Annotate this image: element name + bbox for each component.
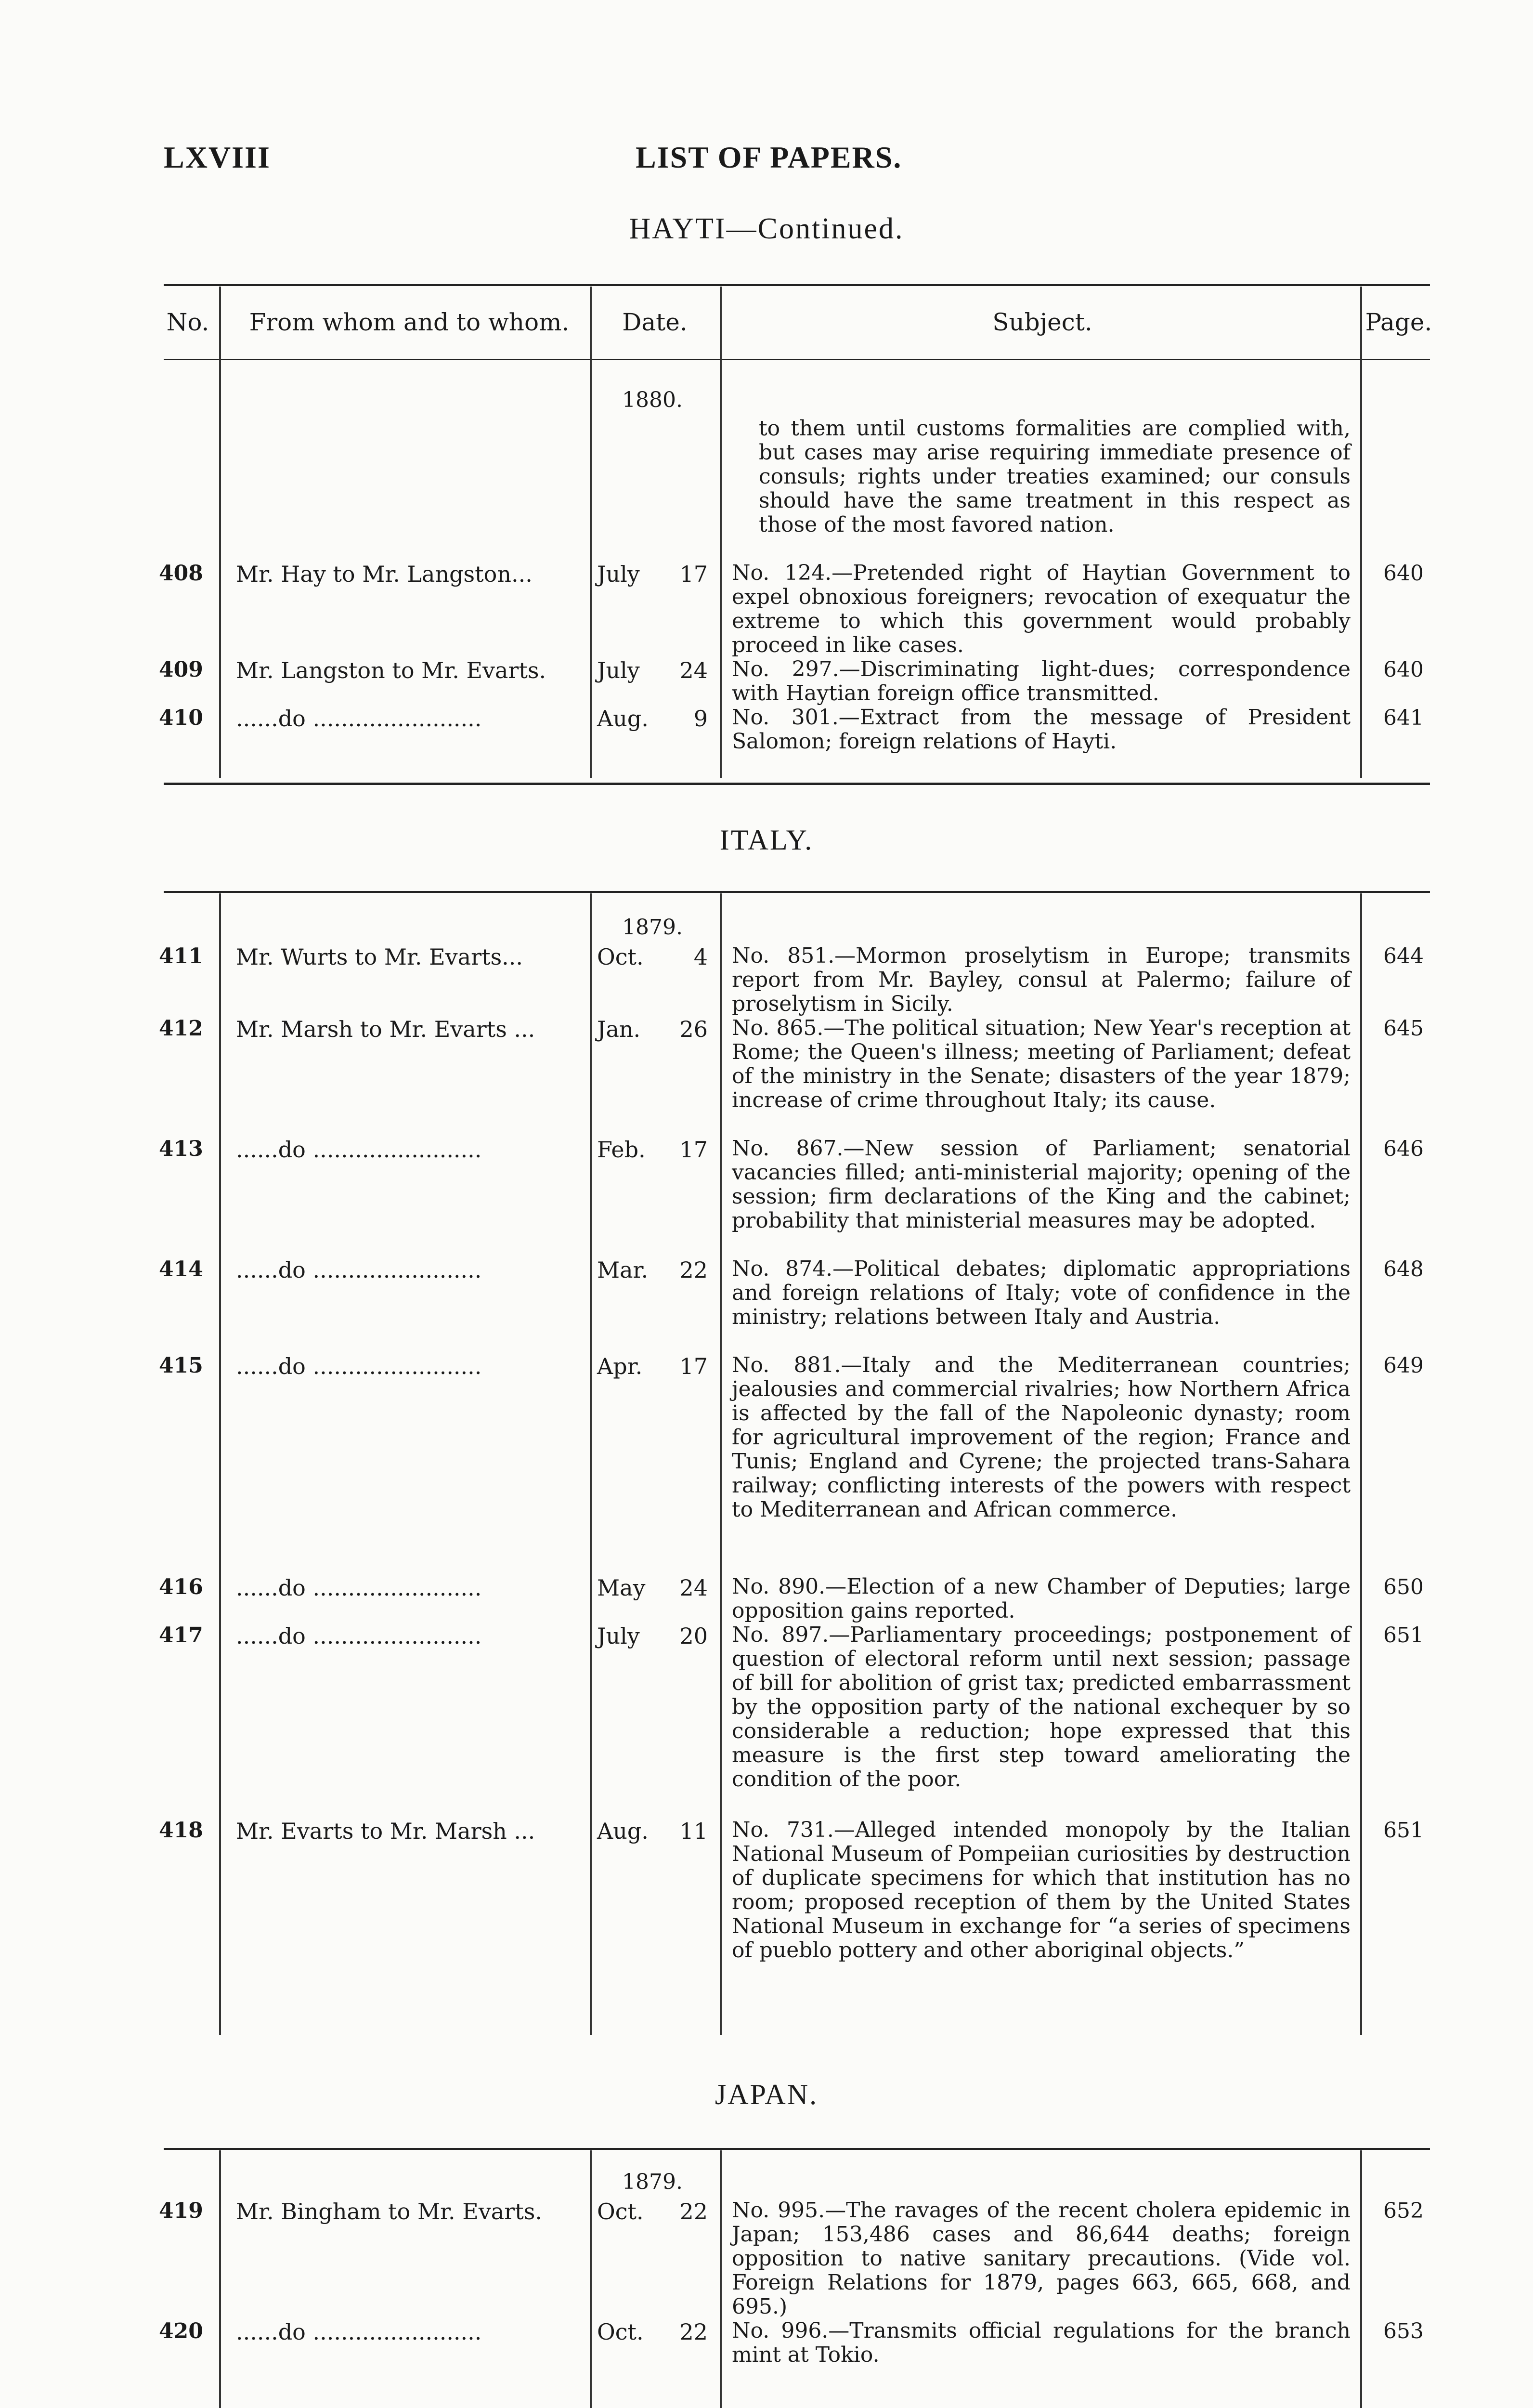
entry-number: 416 <box>159 1575 203 1599</box>
entry-number: 413 <box>159 1137 203 1161</box>
correspondents: Mr. Hay to Mr. Langston... <box>236 561 533 587</box>
column-divider <box>1360 287 1362 778</box>
entry-number: 408 <box>159 561 203 586</box>
column-divider <box>720 2150 722 2408</box>
page-number-roman: LXVIII <box>164 140 271 174</box>
entry-page: 649 <box>1383 1353 1424 1378</box>
column-header-from: From whom and to whom. <box>249 308 570 336</box>
section-title-hayti: HAYTI—Continued. <box>629 212 904 245</box>
entry-subject: No. 867.—New session of Parliament; senatorial vacancies filled; anti-ministerial majority; opening of the session; firm declarations of the King and the cabinet; probability that ministerial measures may be adopted. <box>732 1136 1351 1233</box>
correspondents: Mr. Wurts to Mr. Evarts... <box>236 944 523 970</box>
entry-subject: No. 731.—Alleged intended monopoly by the Italian National Museum of Pompeiian curiosities by destruction of duplicate specimens for which that institution has no room; proposed reception of them by the United States National Museum in exchange for “a series of specimens of pueblo pottery and other aboriginal objects.” <box>732 1818 1351 1963</box>
correspondents: ......do ........................ <box>236 1257 482 1283</box>
correspondents: Mr. Bingham to Mr. Evarts. <box>236 2199 542 2225</box>
correspondents: ......do ........................ <box>236 1137 482 1163</box>
correspondents: ......do ........................ <box>236 1353 482 1379</box>
correspondents: Mr. Langston to Mr. Evarts. <box>236 657 546 683</box>
entry-page: 640 <box>1383 561 1424 586</box>
entry-date: Aug. 9 <box>597 706 708 732</box>
entry-date: Oct. 22 <box>597 2199 708 2225</box>
entry-number: 420 <box>159 2319 203 2343</box>
correspondents: Mr. Evarts to Mr. Marsh ... <box>236 1818 535 1844</box>
column-divider <box>219 893 221 2035</box>
entry-page: 650 <box>1383 1575 1424 1599</box>
entry-number: 415 <box>159 1353 203 1378</box>
entry-date: Oct. 22 <box>597 2319 708 2345</box>
entry-date: July 20 <box>597 1623 708 1649</box>
entry-date: Feb. 17 <box>597 1137 708 1163</box>
entry-date: Jan. 26 <box>597 1016 708 1042</box>
column-header-subject: Subject. <box>992 308 1092 336</box>
entry-number: 414 <box>159 1257 203 1282</box>
entry-subject: No. 881.—Italy and the Mediterranean countries; jealousies and commercial rivalries; how Northern Africa is affected by the fall of the Napoleonic dynasty; room for agricultural improvement of the region; France and Tunis; England and Cyrene; the projected trans-Sahara railway; conflicting interests of the powers with respect to Mediterranean and African commerce. <box>732 1353 1351 1522</box>
year-label: 1880. <box>622 388 683 412</box>
header-bottom-rule <box>164 359 1430 360</box>
correspondents: ......do ........................ <box>236 706 482 732</box>
year-label: 1879. <box>622 915 683 940</box>
column-header-no: No. <box>166 308 209 336</box>
correspondents: ......do ........................ <box>236 1623 482 1649</box>
entry-page: 646 <box>1383 1137 1424 1161</box>
column-divider <box>590 2150 592 2408</box>
table-top-rule <box>164 891 1430 893</box>
entry-subject: No. 851.—Mormon proselytism in Europe; transmits report from Mr. Bayley, consul at Palermo; failure of proselytism in Sicily. <box>732 943 1351 1016</box>
entry-subject: No. 897.—Parliamentary proceedings; postponement of question of electoral reform until next session; passage of bill for abolition of grist tax; predicted embarrassment by the opposition party of the national exchequer by so considerable a reduction; hope expressed that this measure is the first step toward ameliorating the condition of the poor. <box>732 1623 1351 1792</box>
entry-subject: No. 996.—Transmits official regulations for the branch mint at Tokio. <box>732 2318 1351 2367</box>
entry-date: July 24 <box>597 657 708 683</box>
entry-page: 651 <box>1383 1818 1424 1843</box>
entry-number: 418 <box>159 1818 203 1843</box>
entry-number: 419 <box>159 2199 203 2223</box>
entry-page: 653 <box>1383 2319 1424 2343</box>
column-header-page: Page. <box>1365 308 1432 336</box>
column-divider <box>1360 2150 1362 2408</box>
entry-page: 645 <box>1383 1016 1424 1041</box>
table-top-rule <box>164 284 1430 286</box>
entry-date: Mar. 22 <box>597 1257 708 1283</box>
subject-continuation: to them until customs formalities are complied with, but cases may arise requiring immediate presence of consuls; rights under treaties examined; our consuls should have the same treatment in this respect as those of the most favored nation. <box>759 416 1351 537</box>
column-divider <box>590 893 592 2035</box>
entry-number: 411 <box>159 944 203 968</box>
correspondents: Mr. Marsh to Mr. Evarts ... <box>236 1016 535 1042</box>
column-divider <box>1360 893 1362 2035</box>
entry-page: 652 <box>1383 2199 1424 2223</box>
year-label: 1879. <box>622 2170 683 2194</box>
entry-subject: No. 297.—Discriminating light-dues; correspondence with Haytian foreign office transmitted. <box>732 657 1351 706</box>
entry-subject: No. 874.—Political debates; diplomatic appropriations and foreign relations of Italy; vote of confidence in the ministry; relations between Italy and Austria. <box>732 1256 1351 1329</box>
section-title-japan: JAPAN. <box>715 2079 818 2110</box>
column-header-date: Date. <box>622 308 688 336</box>
entry-subject: No. 124.—Pretended right of Haytian Government to expel obnoxious foreigners; revocation of exequatur the extreme to which this government would probably proceed in like cases. <box>732 561 1351 657</box>
table-top-rule <box>164 2148 1430 2150</box>
entry-number: 412 <box>159 1016 203 1041</box>
entry-number: 417 <box>159 1623 203 1648</box>
entry-page: 648 <box>1383 1257 1424 1282</box>
entry-subject: No. 995.—The ravages of the recent cholera epidemic in Japan; 153,486 cases and 86,644 deaths; foreign opposition to native sanitary precautions. (Vide vol. Foreign Relations for 1879, pages 663, 665, 668, and 695.) <box>732 2198 1351 2319</box>
entry-number: 409 <box>159 657 203 682</box>
section-title-italy: ITALY. <box>719 824 814 856</box>
entry-page: 640 <box>1383 657 1424 682</box>
entry-date: May 24 <box>597 1575 708 1601</box>
entry-page: 644 <box>1383 944 1424 968</box>
column-divider <box>720 287 722 778</box>
column-divider <box>590 287 592 778</box>
column-divider <box>219 287 221 778</box>
correspondents: ......do ........................ <box>236 2319 482 2345</box>
entry-date: Aug. 11 <box>597 1818 708 1844</box>
entry-subject: No. 890.—Election of a new Chamber of Deputies; large opposition gains reported. <box>732 1574 1351 1623</box>
table-bottom-rule <box>164 783 1430 785</box>
column-divider <box>720 893 722 2035</box>
entry-subject: No. 865.—The political situation; New Year's reception at Rome; the Queen's illness; meeting of Parliament; defeat of the ministry in the Senate; disasters of the year 1879; increase of crime throughout Italy; its cause. <box>732 1016 1351 1112</box>
entry-date: July 17 <box>597 561 708 587</box>
entry-page: 641 <box>1383 706 1424 730</box>
entry-date: Apr. 17 <box>597 1353 708 1379</box>
page-title: LIST OF PAPERS. <box>636 140 902 174</box>
entry-date: Oct. 4 <box>597 944 708 970</box>
column-divider <box>219 2150 221 2408</box>
correspondents: ......do ........................ <box>236 1575 482 1601</box>
entry-number: 410 <box>159 706 203 730</box>
entry-subject: No. 301.—Extract from the message of President Salomon; foreign relations of Hayti. <box>732 705 1351 754</box>
entry-page: 651 <box>1383 1623 1424 1648</box>
